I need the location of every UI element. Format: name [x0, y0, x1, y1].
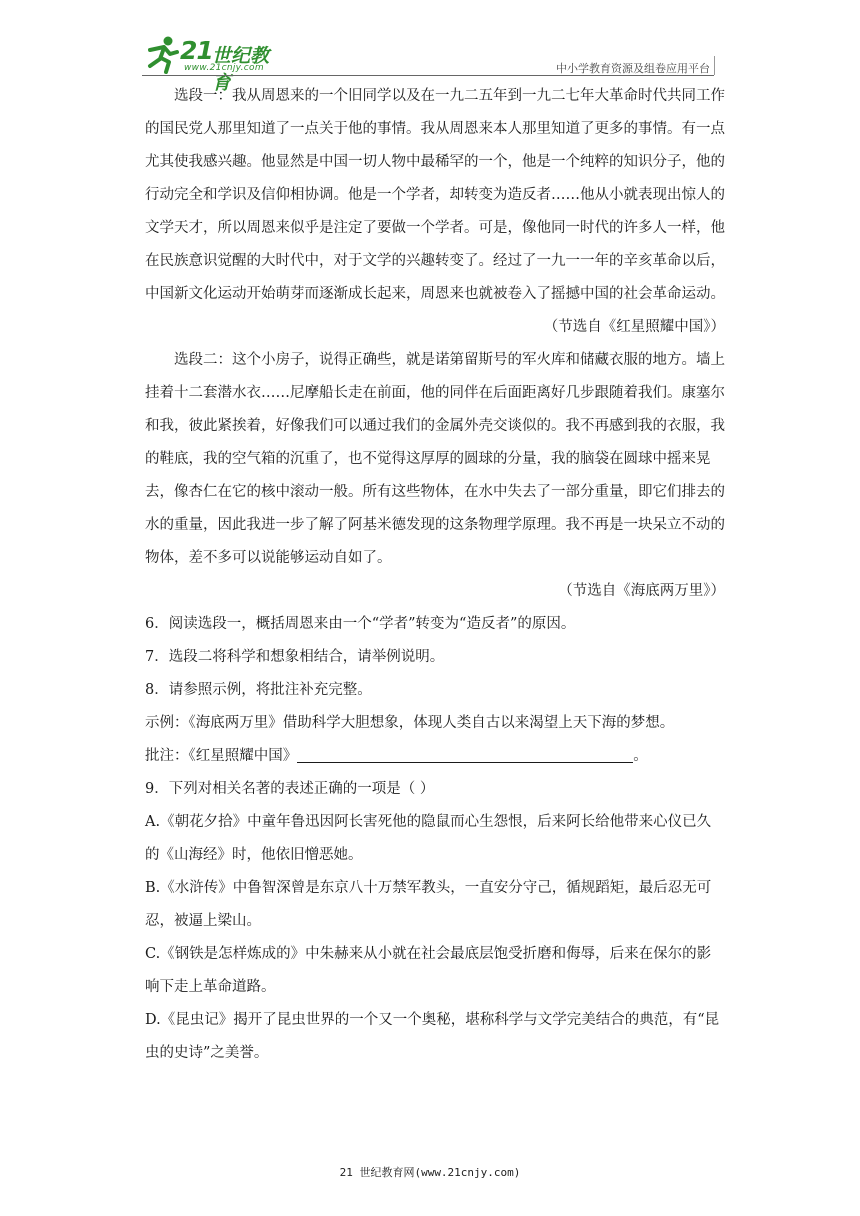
header-tagline: 中小学教育资源及组卷应用平台 — [556, 62, 710, 75]
question-8-example: 示例：《海底两万里》借助科学大胆想象，体现人类自古以来渴望上天下海的梦想。 — [145, 715, 675, 731]
passage-1: 选段一：我从周恩来的一个旧同学以及在一九二五年到一九二七年大革命时代共同工作的国民党人那里知道了一点关于他的事情。我从周恩来本人那里知道了更多的事情。有一点尤其使我感兴趣。他显然是中国一切人物中最稀罕的一个，他是一个纯粹的知识分子，他的行动完全和学识及信仰相协调。他是一个学者，却转变为造反者……他从小就表现出惊人的文学天才，所以周恩来似乎是注定了要做一个学者。可是，像他同一时代的许多人一样，他在民族意识觉醒的大时代中，对于文学的兴趣转变了。经过了一九一一年的辛亥革命以后，中国新文化运动开始萌芽而逐渐成长起来，周恩来也就被卷入了摇撼中国的社会革命运动。 — [145, 88, 725, 302]
page-header — [0, 0, 860, 94]
page-footer: 21 世纪教育网(www.21cnjy.com) — [339, 1166, 521, 1179]
option-a: A.《朝花夕拾》中童年鲁迅因阿长害死他的隐鼠而心生怨恨，后来阿长给他带来心仪已久的《山海经》时，他依旧憎恶她。 — [145, 814, 712, 863]
question-8: 8．请参照示例，将批注补充完整。 — [145, 682, 372, 698]
note-suffix: 。 — [633, 748, 648, 764]
runner-logo-icon — [142, 34, 182, 74]
passage-2: 选段二：这个小房子，说得正确些，就是诺第留斯号的军火库和储藏衣服的地方。墙上挂着十二套潜水衣……尼摩船长走在前面，他的同伴在后面距离好几步跟随着我们。康塞尔和我，彼此紧挨着，好像我们可以通过我们的金属外壳交谈似的。我不再感到我的衣服，我的鞋底，我的空气箱的沉重了，也不觉得这厚厚的圆球的分量，我的脑袋在圆球中摇来晃去，像杏仁在它的核中滚动一般。所有这些物体，在水中失去了一部分重量，即它们排去的水的重量，因此我进一步了解了阿基米德发现的这条物理学原理。我不再是一块呆立不动的物体，差不多可以说能够运动自如了。 — [145, 352, 725, 566]
question-9: 9．下列对相关名著的表述正确的一项是（ ） — [145, 781, 435, 797]
passage-1-source: （节选自《红星照耀中国》） — [543, 319, 725, 335]
question-6: 6．阅读选段一，概括周恩来由一个“学者”转变为“造反者”的原因。 — [145, 616, 576, 632]
question-8-note — [145, 740, 725, 773]
option-b: B.《水浒传》中鲁智深曾是东京八十万禁军教头，一直安分守己，循规蹈矩，最后忍无可忍，被逼上梁山。 — [145, 880, 712, 929]
logo-url: www.21cnjy.com — [184, 63, 264, 73]
logo-number: 21 — [180, 36, 213, 65]
option-d: D.《昆虫记》揭开了昆虫世界的一个又一个奥秘，堪称科学与文学完美结合的典范，有“昆虫的史诗”之美誉。 — [145, 1012, 720, 1061]
header-divider — [142, 75, 714, 76]
site-logo — [142, 34, 282, 94]
header-divider-vertical — [714, 56, 715, 75]
answer-blank[interactable] — [297, 746, 633, 763]
note-prefix: 批注：《红星照耀中国》 — [145, 748, 298, 764]
passage-2-source: （节选自《海底两万里》） — [558, 583, 725, 599]
document-body — [145, 80, 725, 1070]
option-c: C.《钢铁是怎样炼成的》中朱赫来从小就在社会最底层饱受折磨和侮辱，后来在保尔的影响下走上革命道路。 — [145, 946, 712, 995]
logo-name: 世纪教育 — [212, 45, 270, 94]
question-7: 7．选段二将科学和想象相结合，请举例说明。 — [145, 649, 445, 665]
